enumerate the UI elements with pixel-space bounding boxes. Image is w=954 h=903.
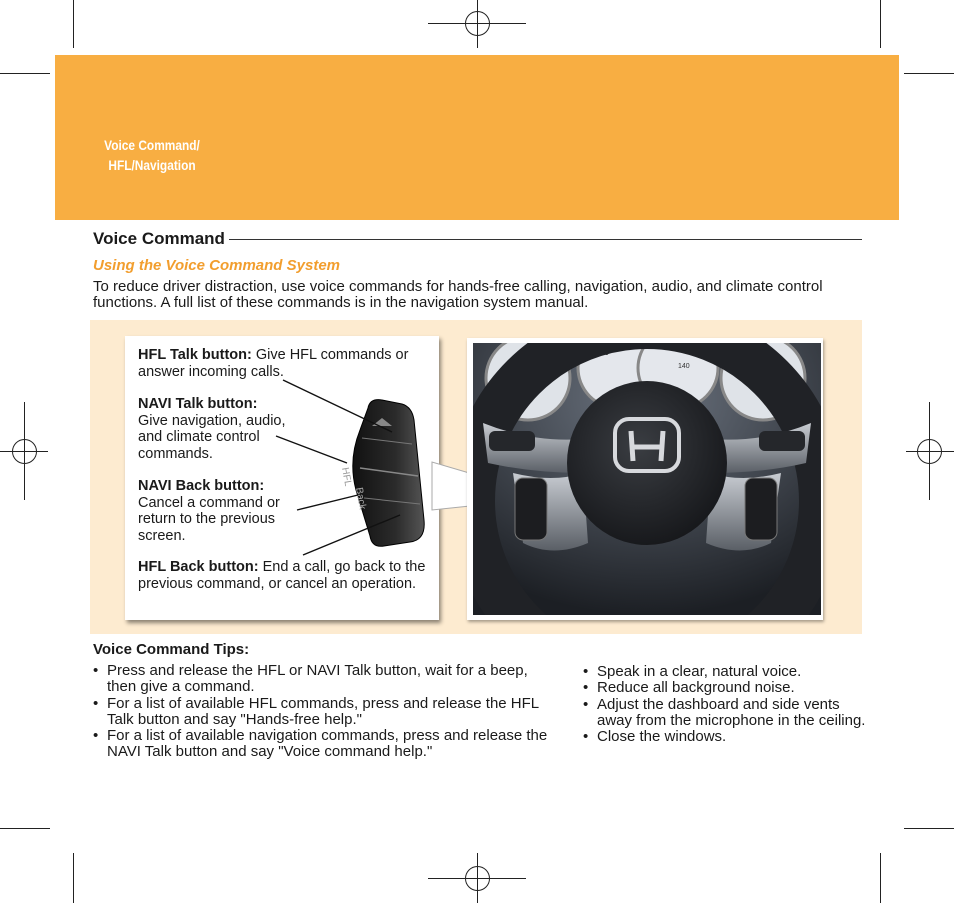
tip-item: • Reduce all background noise. (583, 680, 868, 696)
tips-list-right (583, 664, 868, 745)
callout-text: Give HFL commands or answer incoming calls. (138, 347, 409, 380)
gauge-number: 140 (678, 363, 690, 370)
gauge-number: 120 (678, 346, 690, 353)
tip-item: • Adjust the dashboard and side vents away from the microphone in the ceiling. (583, 697, 868, 730)
svg-text:HFL: HFL (339, 466, 354, 488)
callout-label: NAVI Back button: (138, 478, 265, 494)
callout-text: Give navigation, audio, and climate control commands. (138, 412, 286, 462)
callout-text: Cancel a command or return to the previous screen. (138, 494, 280, 544)
gauge-number: H (771, 353, 777, 362)
back-label: Back (353, 486, 368, 511)
callout-text: End a call, go back to the previous command, or cancel an operation. (138, 559, 426, 592)
subheading: Using the Voice Command System (93, 257, 341, 274)
callout-label: HFL Talk button: (138, 347, 252, 363)
callout-label: NAVI Talk button: (138, 396, 258, 412)
section-tab-line1: Voice Command/ (104, 137, 200, 153)
tip-item: • For a list of available HFL commands, press and release the HFL Talk button and say "Hands-free help." (93, 696, 553, 729)
tips-title: Voice Command Tips: (93, 641, 250, 658)
callout-label: HFL Back button: (138, 559, 259, 575)
gauge-number: F (733, 353, 738, 362)
section-title: Voice Command (93, 229, 229, 249)
tip-item: • Speak in a clear, natural voice. (583, 664, 868, 680)
steering-wheel-photo (473, 343, 821, 615)
tip-item: • For a list of available navigation commands, press and release the NAVI Talk button and say "Voice command help." (93, 728, 553, 761)
gauge-number: 20 (600, 348, 609, 357)
tips-list-left (93, 663, 553, 761)
tip-item: • Press and release the HFL or NAVI Talk button, wait for a beep, then give a command. (93, 663, 553, 696)
section-tab-line2: HFL/Navigation (108, 157, 196, 173)
intro-paragraph: To reduce driver distraction, use voice commands for hands-free calling, navigation, audio, and climate control functions. A full list of these commands is in the navigation system manual. (93, 278, 823, 311)
gauge-number: C (788, 390, 794, 397)
tip-item: • Close the windows. (583, 729, 868, 745)
